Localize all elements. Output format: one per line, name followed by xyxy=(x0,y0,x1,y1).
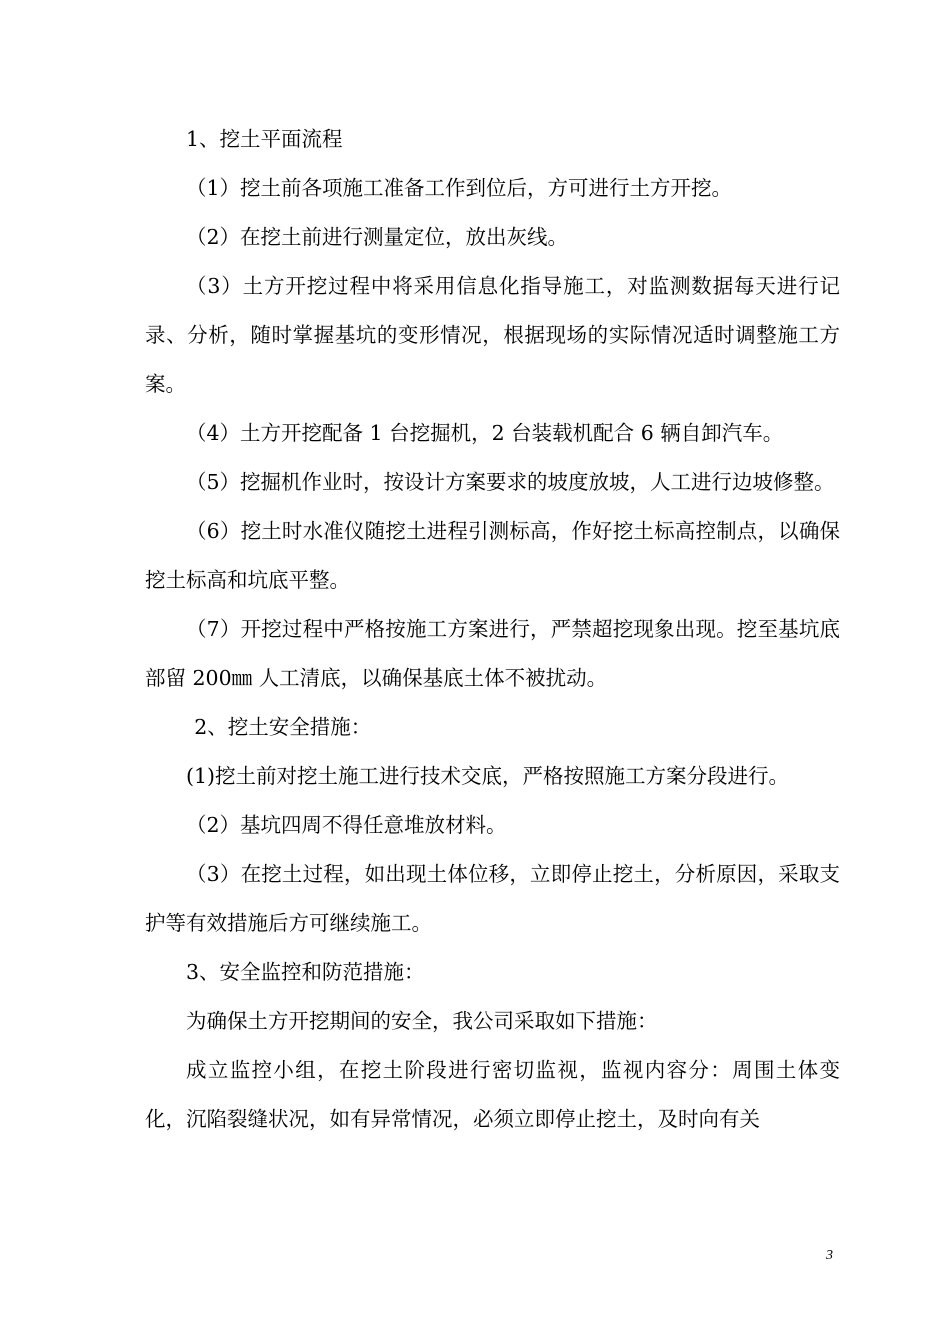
section-heading-2: 2、挖土安全措施： xyxy=(194,715,372,739)
paragraph-item-6: （6）挖土时水准仪随挖土进程引测标高，作好挖土标高控制点，以确保挖土标高和坑底平整。 xyxy=(145,519,840,592)
section-heading-1: 1、挖土平面流程 xyxy=(186,127,343,151)
monitoring-paragraph-2: 成立监控小组，在挖土阶段进行密切监视，监视内容分：周围土体变化，沉陷裂缝状况，如有异常情况，必须立即停止挖土，及时向有关 xyxy=(145,1058,840,1131)
safety-item-1: (1)挖土前对挖土施工进行技术交底，严格按照施工方案分段进行。 xyxy=(186,764,790,788)
safety-item-2: （2）基坑四周不得任意堆放材料。 xyxy=(186,813,507,837)
paragraph-item-4: （4）土方开挖配备 1 台挖掘机，2 台装载机配合 6 辆自卸汽车。 xyxy=(186,421,784,445)
paragraph-item-2: （2）在挖土前进行测量定位，放出灰线。 xyxy=(186,225,569,249)
page-number: 3 xyxy=(826,1248,833,1263)
section-heading-3: 3、安全监控和防范措施： xyxy=(186,960,425,984)
paragraph-item-5: （5）挖掘机作业时，按设计方案要求的坡度放坡，人工进行边坡修整。 xyxy=(186,470,835,494)
monitoring-paragraph-1: 为确保土方开挖期间的安全，我公司采取如下措施： xyxy=(186,1009,658,1033)
safety-item-3: （3）在挖土过程，如出现土体位移，立即停止挖土，分析原因，采取支护等有效措施后方可继续施工。 xyxy=(145,862,840,935)
paragraph-item-3: （3）土方开挖过程中将采用信息化指导施工，对监测数据每天进行记录、分析，随时掌握基坑的变形情况，根据现场的实际情况适时调整施工方案。 xyxy=(145,274,840,396)
paragraph-item-7: （7）开挖过程中严格按施工方案进行，严禁超挖现象出现。挖至基坑底部留 200㎜ 人工清底，以确保基底土体不被扰动。 xyxy=(145,617,840,690)
paragraph-item-1: （1）挖土前各项施工准备工作到位后，方可进行土方开挖。 xyxy=(186,176,733,200)
document-body xyxy=(145,115,840,1144)
